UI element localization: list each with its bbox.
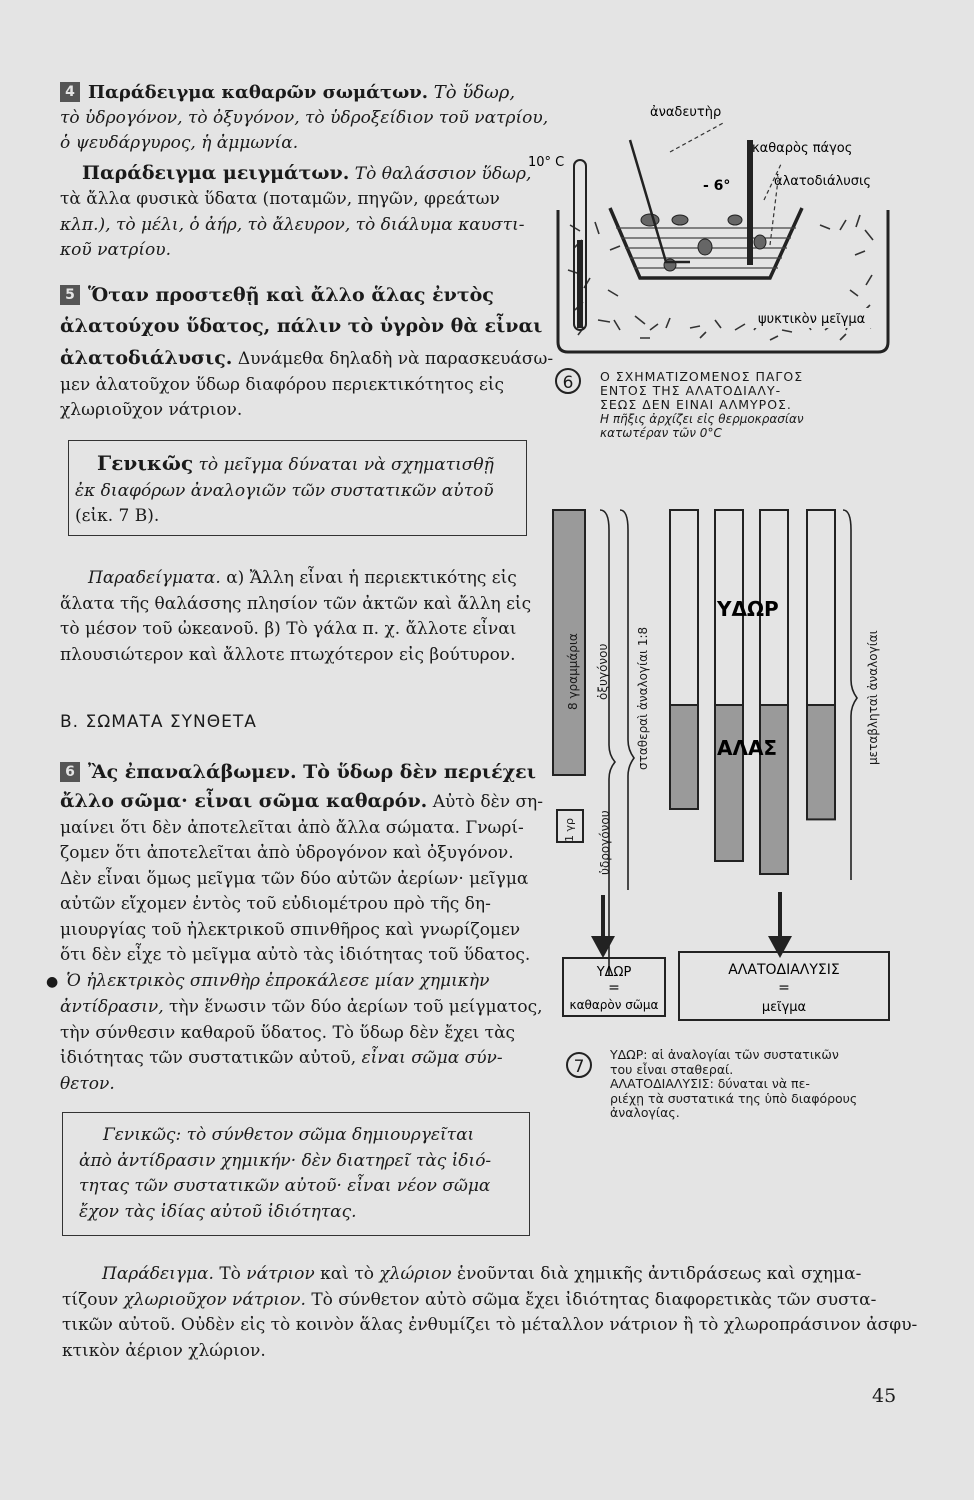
bottom-l1-c: ἑνοῦνται διὰ χημικῆς ἀντιδράσεως καὶ σχημα- [456, 1264, 862, 1284]
s6-line-2-bold: ἄλλο σῶμα· εἶναι σῶμα καθαρόν. [60, 790, 428, 812]
s6-line-9: Ὁ ἠλεκτρικὸς σπινθὴρ ἐπροκάλεσε μίαν χημικὴν [66, 970, 490, 991]
stirrer-label: ἀναδευτὴρ [650, 105, 722, 120]
outer-temperature-label: 10° C [528, 155, 565, 170]
s6-line-11: τὴν σύνθεσιν καθαροῦ ὕδατος. Τὸ ὕδωρ δὲν ἔχει τὰς [60, 1022, 516, 1043]
bottom-l1-a: Τὸ [219, 1264, 241, 1284]
box1-bold: Γενικῶς [97, 451, 194, 475]
box2-line-4: ἔχον τὰς ἰδίας αὐτοῦ ἰδιότητας. [79, 1201, 357, 1222]
oxygen-label: ὀξυγόνου [596, 643, 610, 700]
figure-7-number: 7 [566, 1052, 592, 1078]
fig7-caption-water-label: ΥΔΩΡ: [610, 1047, 648, 1062]
result-brine-text: μεῖγμα [761, 1000, 807, 1015]
bottom-l1-it1: νάτριον [246, 1264, 315, 1284]
pure-examples-3: ὁ ψευδάργυρος, ἡ ἀμμωνία. [60, 133, 299, 153]
figure-6-number: 6 [555, 368, 581, 394]
mix-title: Παράδειγμα μειγμάτων. [82, 161, 350, 184]
section-number-6: 6 [60, 762, 80, 782]
mix-examples-1: Τὸ θαλάσσιον ὕδωρ, [354, 163, 532, 184]
bar-1g-label: 1 γρ [563, 818, 576, 842]
examples-line-2: ἅλατα τῆς θαλάσσης πλησίον τῶν ἀκτῶν καὶ ἄλλη εἰς [60, 593, 532, 614]
section-6 [46, 757, 543, 1097]
bottom-l1-b: καὶ τὸ [320, 1264, 374, 1284]
s6-line-5: Δὲν εἶναι ὅμως μεῖγμα τῶν δύο αὐτῶν ἀερίων· μεῖγμα [60, 868, 529, 889]
s6-line-10-rest: τὴν ἕνωσιν τῶν δύο ἀερίων τοῦ μείγματος, [169, 997, 543, 1017]
water-label: ΥΔΩΡ [717, 597, 779, 621]
result-water-title: ΥΔΩΡ [596, 965, 632, 980]
fig6-caption-line-4: Η πῆξις ἀρχίζει εἰς θερμοκρασίαν [600, 412, 804, 426]
box1-line-2: ἐκ διαφόρων ἀναλογιῶν τῶν συστατικῶν αὐτοῦ [75, 480, 494, 501]
section-5 [60, 280, 554, 424]
examples-line-4: πλουσιώτερον καὶ ἄλλοτε πτωχότερον εἰς βούτυρον. [60, 644, 516, 665]
page-number: 45 [872, 1385, 897, 1407]
examples-line-1: α) Ἄλλη εἶναι ἡ περιεκτικότης εἰς [226, 568, 517, 588]
s6-line-12-b: εἶναι σῶμα σύν- [361, 1048, 503, 1068]
s5-line-5: χλωριοῦχον νάτριον. [60, 400, 243, 420]
mix-line-2: τὰ ἄλλα φυσικὰ ὕδατα (ποταμῶν, πηγῶν, φρεάτων [60, 189, 500, 209]
box1-line-1: τὸ μεῖγμα δύναται νὰ σχηματισθῇ [198, 455, 494, 475]
s6-line-10-it: ἀντίδρασιν, [60, 997, 164, 1017]
salt-label: ΑΛΑΣ [717, 736, 778, 760]
salt-column-1 [670, 705, 698, 809]
figure-7-caption [610, 1048, 910, 1121]
fig7-caption-brine-2: ριέχῃ τὰ συστατικά της ὑπὸ διαφόρους [610, 1090, 858, 1106]
box2-line-2: ἀπὸ ἀντίδρασιν χημικήν· δὲν διατηρεῖ τὰς ἰδιό- [79, 1150, 492, 1171]
s6-line-13: θετον. [60, 1073, 115, 1094]
box2-line-3: τητας τῶν συστατικῶν αὐτοῦ· εἶναι νέον σῶμα [79, 1176, 491, 1196]
result-water-text: καθαρὸν σῶμα [569, 998, 659, 1012]
result-brine-title: ΑΛΑΤΟΔΙΑΛΥΣΙΣ [728, 962, 840, 978]
water-column-1 [670, 510, 698, 705]
s5-line-3-rest: Δυνάμεθα δηλαδὴ νὰ παρασκευάσω- [237, 349, 554, 369]
box2-line-1: Γενικῶς: τὸ σύνθετον σῶμα δημιουργεῖται [103, 1125, 475, 1145]
salt-column-3 [760, 705, 788, 874]
s6-line-6: αὐτῶν εἴχομεν ἐντὸς τοῦ εὐδιομέτρου πρὸ τῆς δη- [60, 894, 491, 914]
box1-line-3: (εἰκ. 7 Β). [75, 506, 160, 526]
figure-7-diagram [545, 500, 905, 1030]
bar-8g-label: 8 γραμμάρια [566, 633, 580, 710]
section-number-5: 5 [60, 285, 80, 305]
pure-title: Παράδειγμα καθαρῶν σωμάτων. [88, 82, 429, 103]
fig7-caption-water-2: του εἶναι σταθεραί. [610, 1061, 734, 1077]
fig6-caption-line-5: κατωτέραν τῶν 0°C [600, 426, 722, 440]
s5-line-3-bold: ἁλατοδιάλυσις. [60, 347, 233, 369]
s6-line-7: μιουργίας τοῦ ἠλεκτρικοῦ σπινθῆρος καὶ γνωρίζομεν [60, 919, 521, 940]
salt-column-4 [807, 705, 835, 819]
examples-line-3: τὸ μέσον τοῦ ὠκεανοῦ. β) Τὸ γάλα π. χ. ἄλλοτε εἶναι [60, 619, 517, 639]
bottom-line-3: τικῶν αὐτοῦ. Οὐδὲν εἰς τὸ κοινὸν ἅλας ἐνθυμίζει τὸ μέταλλον νάτριον ἢ τὸ χλωροπράσινον ἀσφυ- [62, 1315, 918, 1335]
water-column-4 [807, 510, 835, 705]
bottom-l2-it: χλωριοῦχον νάτριον. [123, 1289, 306, 1310]
fig6-caption-line-2: ΕΝΤΟΣ ΤΗΣ ΑΛΑΤΟΔΙΑΛΥ- [600, 383, 782, 398]
s5-line-1: Ὅταν προστεθῇ καὶ ἄλλο ἅλας ἐντὸς [88, 284, 494, 306]
figure-6-illustration [520, 80, 900, 370]
freezing-mixture-label: ψυκτικὸν μεῖγμα [758, 312, 866, 327]
s6-line-2-rest: Αὐτὸ δὲν ση- [432, 792, 543, 812]
variable-ratios-label: μεταβληταὶ ἀναλογίαι [866, 630, 880, 765]
s6-line-1: Ἂς ἐπαναλάβωμεν. Τὸ ὕδωρ δὲν περιέχει [88, 761, 536, 783]
bottom-l2-a: τίζουν [62, 1289, 119, 1310]
result-brine-eq: = [778, 980, 790, 996]
fig7-caption-brine-3: ἀναλογίας. [610, 1105, 680, 1120]
fig6-caption-line-1: Ο ΣΧΗΜΑΤΙΖΟΜΕΝΟΣ ΠΑΓΟΣ [600, 369, 804, 384]
figure-6-caption [600, 370, 900, 440]
section-b-heading: Β. ΣΩΜΑΤΑ ΣΥΝΘΕΤΑ [60, 712, 257, 732]
pure-examples-2: τὸ ὑδρογόνον, τὸ ὀξυγόνον, τὸ ὑδροξείδιον τοῦ νατρίου, [60, 107, 549, 128]
salt-solution-bars [670, 510, 835, 874]
bottom-l1-it2: χλώριον [379, 1264, 452, 1284]
s6-line-3: μαίνει ὅτι δὲν ἀποτελεῖται ἀπὸ ἄλλα σώματα. Γνωρί- [60, 817, 524, 838]
bottom-line-4: κτικὸν ἀέριον χλώριον. [62, 1340, 266, 1361]
bullet-icon: ● [46, 973, 59, 990]
bottom-label: Παράδειγμα. [102, 1264, 214, 1284]
result-water-eq: = [608, 980, 620, 996]
s6-line-8: ὅτι δὲν εἶχε τὸ μεῖγμα αὐτὸ τὰς ἰδιότητας τοῦ ὕδατος. [60, 945, 531, 965]
fig6-caption-line-3: ΣΕΩΣ ΔΕΝ ΕΙΝΑΙ ΑΛΜΥΡΟΣ. [600, 397, 792, 412]
examples-label: Παραδείγματα. [88, 568, 221, 588]
generally-box-2 [62, 1112, 530, 1236]
s6-line-4: ζομεν ὅτι ἀποτελεῖται ἀπὸ ὑδρογόνον καὶ ὀξυγόνον. [60, 843, 514, 863]
bottom-l2-b: Τὸ σύνθετον αὐτὸ σῶμα ἔχει ἰδιότητας διαφορετικὰς τῶν συστα- [311, 1289, 877, 1310]
brine-label: ἁλατοδιάλυσις [774, 174, 872, 189]
s6-line-12-a: ἰδιότητας τῶν συστατικῶν αὐτοῦ, [60, 1048, 357, 1068]
fig7-caption-brine-label: ΑΛΑΤΟΔΙΑΛΥΣΙΣ: [610, 1076, 714, 1091]
mix-line-3: κλπ.), τὸ μέλι, ὁ ἀήρ, τὸ ἄλευρον, τὸ διάλυμα καυστι- [60, 214, 525, 235]
generally-box-1 [68, 440, 527, 536]
s5-line-2: ἁλατούχου ὕδατος, πάλιν τὸ ὑγρὸν θὰ εἶναι [60, 315, 543, 337]
fig7-caption-water-1: αἱ ἀναλογίαι τῶν συστατικῶν [651, 1047, 839, 1062]
fixed-ratios-label: σταθεραὶ ἀναλογίαι 1:8 [636, 626, 650, 770]
s5-line-4: μεν ἁλατοῦχον ὕδωρ διαφόρου περιεκτικότητος εἰς [60, 374, 505, 395]
examples [60, 566, 535, 668]
fig7-caption-brine-1: δύναται νὰ πε- [717, 1076, 810, 1091]
mix-line-4: κοῦ νατρίου. [60, 240, 171, 260]
salt-column-2 [715, 705, 743, 861]
section-number-4: 4 [60, 82, 80, 102]
bottom-paragraph [62, 1262, 918, 1364]
pure-examples-1: Τὸ ὕδωρ, [433, 82, 516, 103]
inner-temperature-label: - 6° [703, 178, 731, 194]
pure-ice-label: καθαρὸς πάγος [752, 141, 853, 156]
hydrogen-label: ὑδρογόνου [598, 810, 612, 875]
